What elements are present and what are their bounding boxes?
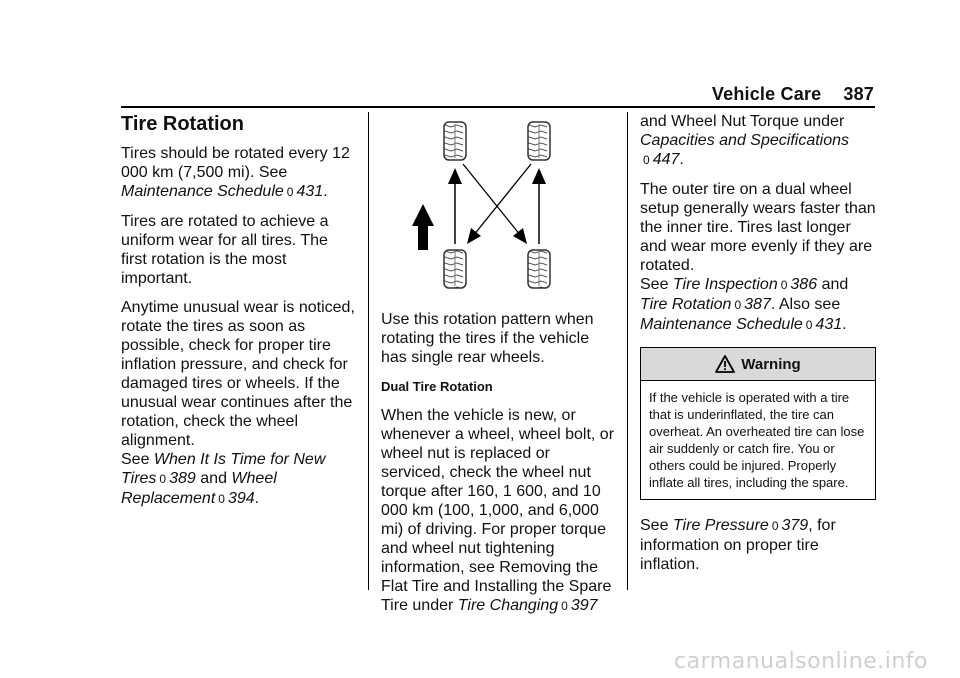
paragraph: Anytime unusual wear is noticed, rotate the tires as soon as possible, check for proper tire inflation pressure, and check for damaged tires or wheels. If the unusual wear continues after the rotation, check the wheel alignment. See When It Is Time for New Tires 0 389 and Wheel Replacement 0 394. [121, 299, 355, 507]
cross-reference-link[interactable]: Capacities and Specifications 0 447 [640, 132, 850, 168]
warning-triangle-icon [715, 355, 735, 373]
cross-reference-link[interactable]: Tire Pressure 0 379 [672, 517, 809, 534]
column-divider [627, 112, 628, 590]
subsection-heading: Dual Tire Rotation [381, 379, 493, 394]
header-rule [121, 106, 875, 108]
cross-reference-link[interactable]: Tire Inspection 0 386 [672, 276, 818, 293]
paragraph: When the vehicle is new, or whenever a wheel, wheel bolt, or wheel nut is replaced or serviced, check the wheel nut torque after 160, 1 600, and 10 000 km (100, 1,000, and 6,000 mi) of driving. For proper torque and wheel nut tightening information, see Removing the Flat Tire and Installing the Spare Tire under Tire Changing 0 397 [381, 407, 615, 614]
tire-front-left-icon [444, 122, 466, 160]
column-3 [640, 112, 876, 584]
paragraph: Tires should be rotated every 12 000 km (7,500 mi). See Maintenance Schedule 0 431. [121, 145, 350, 200]
page-header [712, 84, 874, 105]
page-number: 387 [843, 84, 874, 104]
cross-reference-link[interactable]: Tire Rotation 0 387 [640, 296, 771, 313]
cross-reference-link[interactable]: Tire Changing 0 397 [457, 597, 598, 614]
tire-rear-right-icon [528, 250, 550, 288]
vehicle-forward-arrow-icon [412, 204, 434, 250]
cross-reference-link[interactable]: Maintenance Schedule 0 431 [640, 316, 843, 333]
warning-body: If the vehicle is operated with a tire that is underinflated, the tire can overheat. An overheated tire can lose air suddenly or catch fire. You or others could be injured. Properly inflate all tires, including the spare. [649, 390, 865, 490]
cross-reference-link[interactable]: Wheel Replacement 0 394 [121, 470, 277, 507]
paragraph: The outer tire on a dual wheel setup generally wears faster than the inner tire. Tires last longer and wear more evenly if they are rotated. See Tire Inspection 0 386 and Tire Rotation 0 387. Also see Maintenance Schedule 0 431. [640, 181, 876, 333]
tire-rear-left-icon [444, 250, 466, 288]
paragraph: and Wheel Nut Torque under Capacities and Specifications 0 447. [640, 113, 850, 168]
paragraph: Tires are rotated to achieve a uniform wear for all tires. The first rotation is the most important. [121, 213, 329, 287]
tire-front-right-icon [528, 122, 550, 160]
cross-reference-link[interactable]: When It Is Time for New Tires 0 389 [121, 451, 326, 487]
section-heading: Tire Rotation [121, 113, 244, 135]
tire-rotation-diagram [381, 112, 617, 302]
rear-to-front-arrow-icon [448, 168, 462, 244]
section-title: Vehicle Care [711, 84, 822, 104]
rear-to-front-arrow-icon [532, 168, 546, 244]
column-2 [381, 112, 617, 626]
cross-reference-link[interactable]: Maintenance Schedule 0 431 [121, 183, 324, 200]
warning-box [640, 347, 876, 500]
column-1 [121, 112, 357, 519]
paragraph: See Tire Pressure 0 379, for information on proper tire inflation. [640, 517, 836, 573]
watermark: carmanualsonline.info [674, 649, 928, 674]
column-divider [368, 112, 369, 590]
figure-caption: Use this rotation pattern when rotating the tires if the vehicle has single rear wheels. [381, 311, 594, 366]
warning-title: Warning [741, 355, 801, 373]
warning-header [641, 348, 875, 381]
